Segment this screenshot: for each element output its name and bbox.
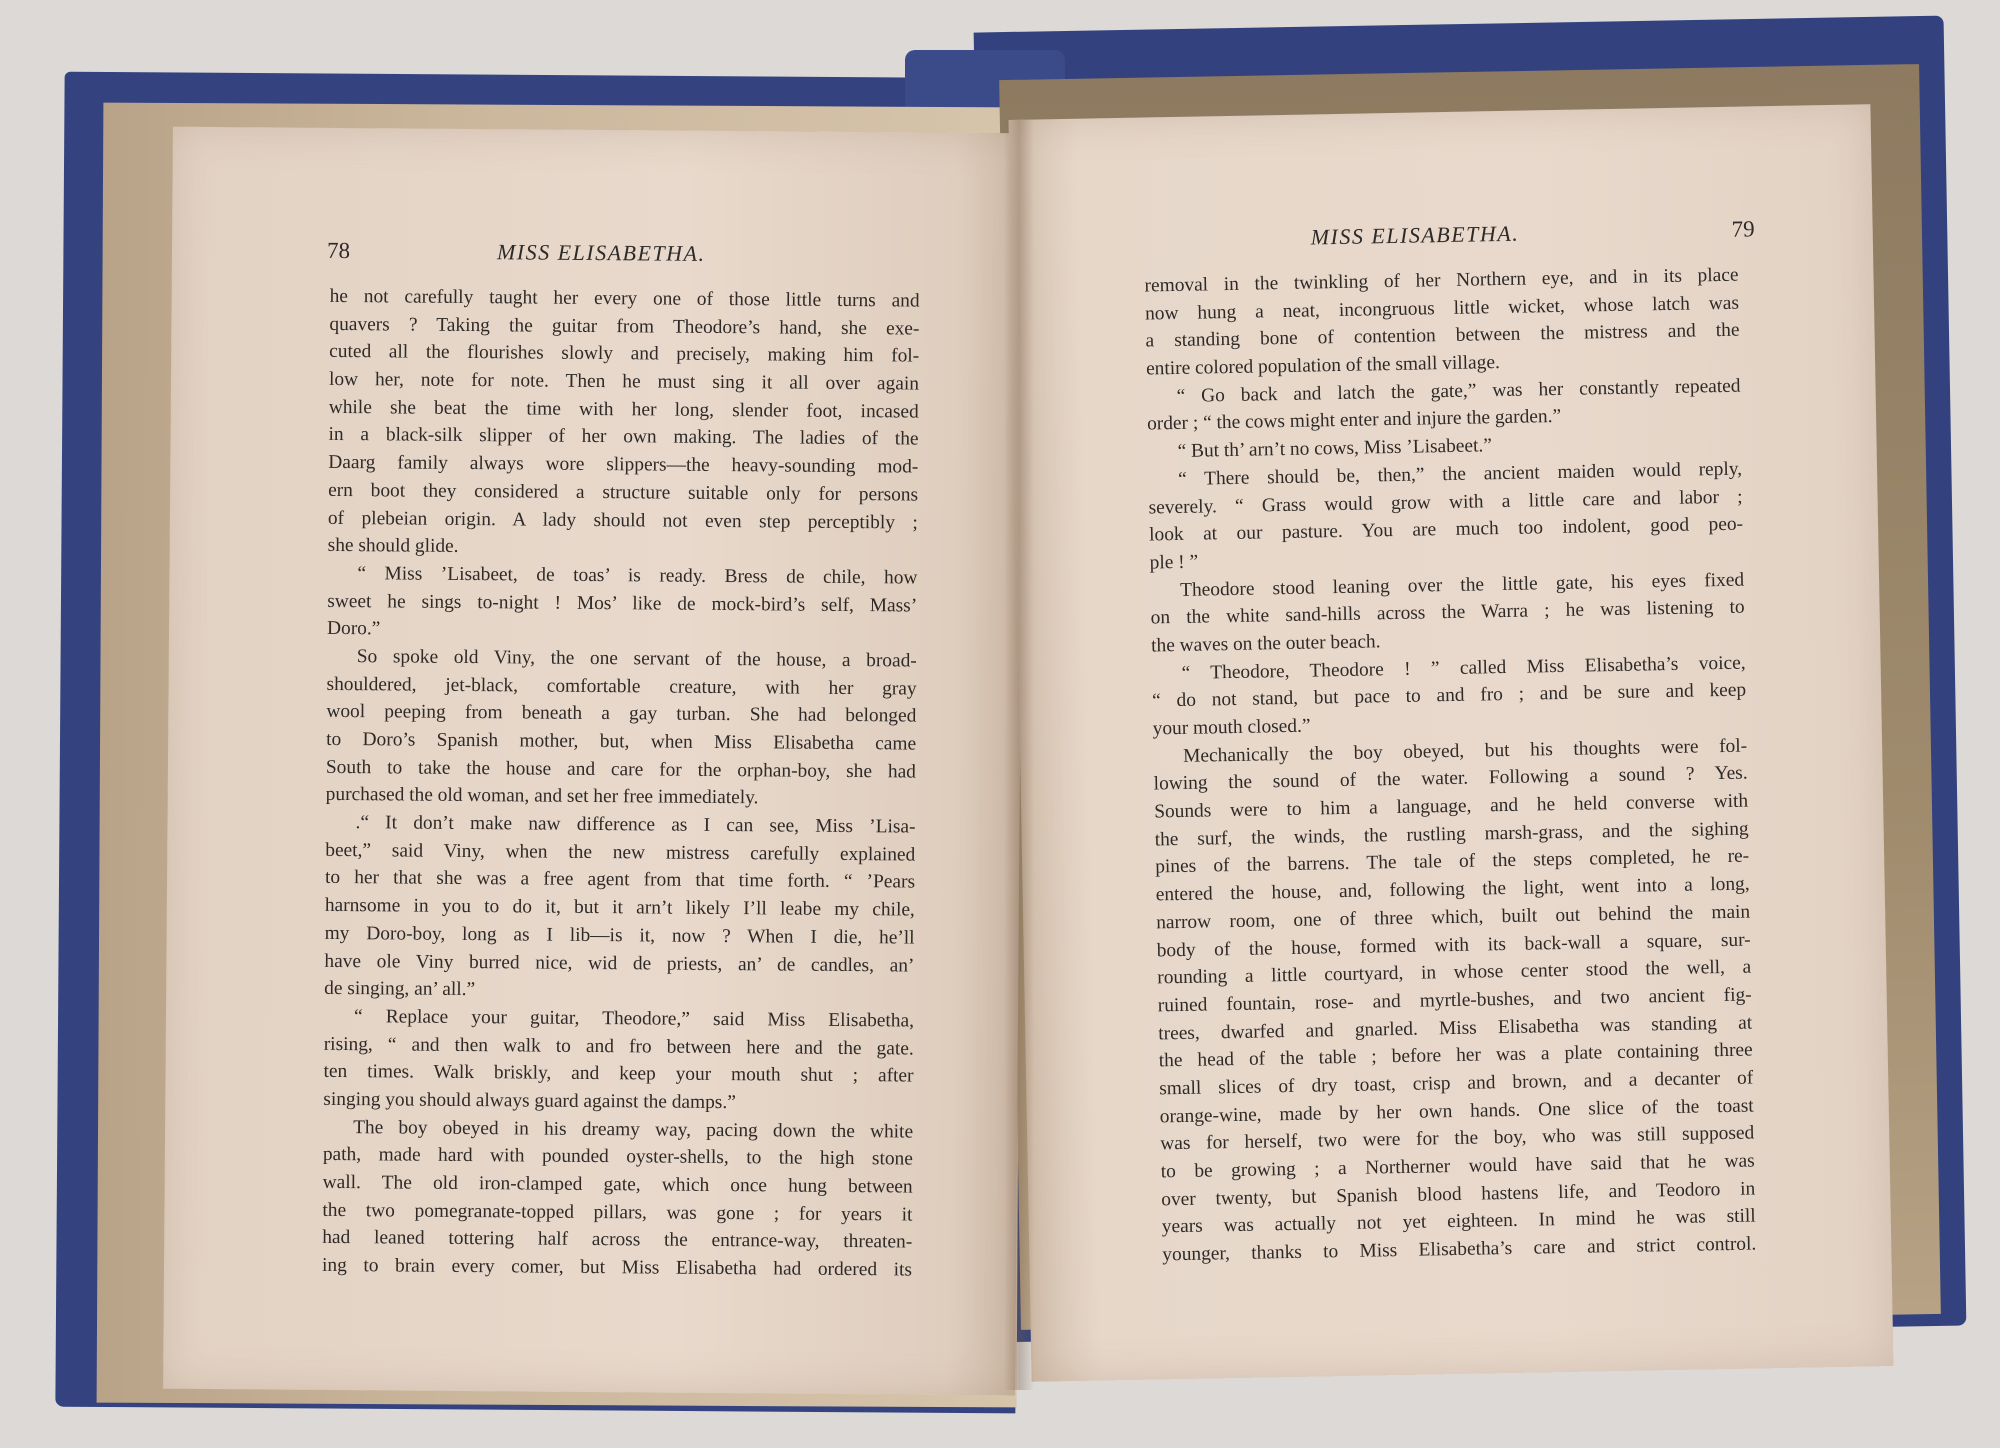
right-running-head <box>1011 214 1873 260</box>
text-line: entire colored population of the small village. <box>1145 352 1501 380</box>
text-line: the head of the table ; before her was a plate containing three <box>1158 1039 1753 1072</box>
running-head-title: MISS ELISABETHA. <box>1310 220 1520 250</box>
text-line: Sounds were to him a language, and he held converse with <box>1154 790 1749 823</box>
text-line: “ Go back and latch the gate,” was her constantly repeated <box>1176 375 1741 407</box>
text-line: ten times. Walk briskly, and keep your mouth shut ; after <box>323 1061 914 1087</box>
text-line: ern boot they considered a structure suitable only for persons <box>328 479 919 506</box>
text-line: removal in the twinkling of her Northern eye, and in its place <box>1144 264 1739 297</box>
text-line: to Doro’s Spanish mother, but, when Miss Elisabetha came <box>326 728 917 755</box>
text-line: path, made hard with pounded oyster-shells, to the high stone <box>322 1144 913 1170</box>
page-number: 78 <box>326 237 351 264</box>
text-line: on the white sand-hills across the Warra ; he was listening to <box>1150 596 1745 629</box>
left-running-head <box>172 237 1024 274</box>
text-line: body of the house, formed with its back-wall a square, sur- <box>1156 929 1751 961</box>
text-line: The boy obeyed in his dreamy way, pacing down the white <box>353 1116 914 1143</box>
text-line: pines of the barrens. The tale of the steps completed, he re- <box>1155 845 1750 878</box>
right-page <box>1009 104 1894 1382</box>
text-line: to be growing ; a Northerner would have said that he was <box>1160 1150 1755 1183</box>
text-line: de singing, an’ all.” <box>324 978 476 1001</box>
text-line: while she beat the time with her long, slender foot, incased <box>328 396 919 423</box>
text-line: ing to brain every comer, but Miss Elisabetha had ordered its <box>321 1254 913 1281</box>
text-line: “ Replace your guitar, Theodore,” said Miss Elisabetha, <box>353 1005 915 1032</box>
text-line: Doro.” <box>326 618 381 640</box>
text-line: to her that she was a free agent from that time forth. “ ’Pears <box>324 867 916 893</box>
left-page <box>163 127 1025 1396</box>
text-line: wall. The old iron-clamped gate, which once hung between <box>322 1171 913 1198</box>
text-line: ple ! ” <box>1149 551 1199 574</box>
text-line: my Doro-boy, long as I lib—is it, now ? When I die, he’ll <box>324 922 915 949</box>
running-head-title: MISS ELISABETHA. <box>496 239 706 266</box>
text-line: shouldered, jet-black, comfortable creature, with her gray <box>326 673 917 700</box>
text-line: rising, “ and then walk to and fro between here and the gate. <box>323 1033 914 1060</box>
text-line: lowing the sound of the water. Following a sound ? Yes. <box>1153 762 1748 795</box>
text-line: was for herself, two were for the boy, who was still supposed <box>1160 1122 1755 1155</box>
text-line: now hung a neat, incongruous little wicket, whose latch was <box>1144 292 1740 325</box>
text-line: orange-wine, made by her own hands. One slice of the toast <box>1159 1095 1754 1128</box>
text-line: sweet he sings to-night ! Mos’ like de mock-bird’s self, Mass’ <box>327 590 918 617</box>
text-line: the surf, the winds, the rustling marsh-grass, and the sighing <box>1154 818 1749 851</box>
text-line: the waves on the outer beach. <box>1150 631 1381 657</box>
text-line: Daarg family always wore slippers—the heavy-sounding mod- <box>328 452 919 478</box>
text-line: “ But th’ arn’t no cows, Miss ’Lisabeet.” <box>1177 435 1493 463</box>
text-line: .“ It don’t make naw difference as I can see, Miss ’Lisa- <box>355 812 916 838</box>
text-line: ruined fountain, rose- and myrtle-bushes, and two ancient fig- <box>1157 984 1752 1017</box>
text-line: trees, dwarfed and gnarled. Miss Elisabetha was standing at <box>1158 1012 1753 1044</box>
text-line: narrow room, one of three which, built out behind the main <box>1156 901 1751 934</box>
text-line: singing you should always guard against the damps.” <box>323 1088 736 1114</box>
text-line: your mouth closed.” <box>1152 715 1311 740</box>
text-line: “ There should be, then,” the ancient maiden would reply, <box>1177 458 1743 490</box>
text-line: he not carefully taught her every one of those little turns and <box>329 285 920 312</box>
text-line: quavers ? Taking the guitar from Theodore’s hand, she exe- <box>329 313 920 340</box>
text-line: cuted all the flourishes slowly and precisely, making him fol- <box>329 341 920 367</box>
text-line: over twenty, but Spanish blood hastens life, and Teodoro in <box>1161 1178 1756 1211</box>
text-line: harnsome in you to do it, but it arn’t likely I’ll leabe my chile, <box>324 895 915 921</box>
page-number: 79 <box>1731 216 1755 242</box>
text-line: look at our pasture. You are much too indolent, good peo- <box>1148 513 1744 546</box>
text-line: severely. “ Grass would grow with a little care and labor ; <box>1148 486 1743 518</box>
text-line: order ; “ the cows might enter and injure the garden.” <box>1146 406 1562 435</box>
text-line: small slices of dry toast, crisp and brown, and a decanter of <box>1159 1067 1754 1100</box>
text-line: of plebeian origin. A lady should not even step perceptibly ; <box>327 507 918 534</box>
text-line: purchased the old woman, and set her free immediately. <box>325 784 759 809</box>
text-line: had leaned tottering half across the entrance-way, threaten- <box>322 1227 913 1253</box>
text-line: she should glide. <box>327 535 459 558</box>
text-line: years was actually not yet eighteen. In mind he was still <box>1161 1205 1756 1238</box>
text-line: entered the house, and, following the light, went into a long, <box>1155 873 1750 906</box>
text-line: South to take the house and care for the orphan-boy, she had <box>325 756 917 783</box>
text-line: Theodore stood leaning over the little gate, his eyes fixed <box>1179 569 1745 601</box>
text-line: the two pomegranate-topped pillars, was gone ; for years it <box>322 1199 913 1226</box>
book-gutter <box>1004 120 1034 1390</box>
text-line: wool peeping from beneath a gay turban. She had belonged <box>326 701 917 727</box>
text-line: So spoke old Viny, the one servant of the house, a broad- <box>356 646 917 672</box>
text-line: Mechanically the boy obeyed, but his thoughts were fol- <box>1183 735 1748 767</box>
text-line: rounding a little courtyard, in whose center stood the well, a <box>1157 956 1752 989</box>
text-line: “ Theodore, Theodore ! ” called Miss Elisabetha’s voice, <box>1181 652 1746 684</box>
text-line: have ole Viny burred nice, wid de priests, an’ de candles, an’ <box>324 950 915 977</box>
text-line: in a black-silk slipper of her own making. The ladies of the <box>328 424 919 450</box>
right-page-text <box>1144 262 1756 1269</box>
text-line: “ do not stand, but pace to and fro ; and be sure and keep <box>1151 679 1747 712</box>
text-line: younger, thanks to Miss Elisabetha’s care and strict control. <box>1162 1233 1757 1266</box>
text-line: a standing bone of contention between the mistress and the <box>1145 320 1740 352</box>
text-line: low her, note for note. Then he must sing it all over again <box>328 368 920 395</box>
left-page-text <box>322 283 920 1284</box>
text-line: beet,” said Viny, when the new mistress carefully explained <box>325 839 916 866</box>
text-line: “ Miss ’Lisabeet, de toas’ is ready. Bress de chile, how <box>357 563 918 589</box>
